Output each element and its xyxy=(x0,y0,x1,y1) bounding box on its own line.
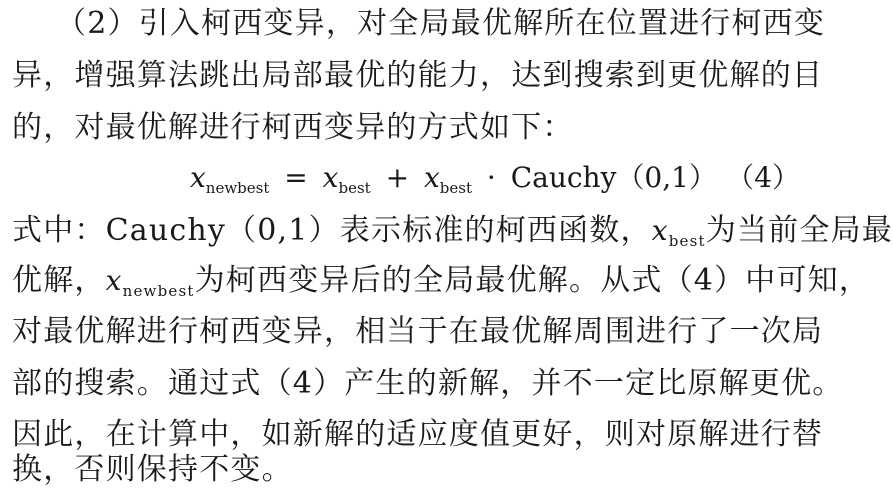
explain-line-5-suffix: 为当前全局最 xyxy=(705,213,893,248)
intro-line-2-text: 异，增强算法跳出局部最优的能力，达到搜索到更优解的目 xyxy=(12,58,824,93)
cauchy-mutation-equation xyxy=(190,158,717,208)
equation-term2-var: x xyxy=(423,161,440,194)
intro-line-3-text: 的，对最优解进行柯西变异的方式如下： xyxy=(12,110,574,145)
explain-line-10 xyxy=(12,452,812,488)
inline-x-newbest-var: x xyxy=(105,264,123,297)
explain-line-8 xyxy=(12,366,844,402)
intro-line-2 xyxy=(12,58,824,94)
explain-line-6 xyxy=(12,263,871,309)
equation-plus-sign: + xyxy=(385,161,410,194)
explain-line-6-suffix: 为柯西变异后的全局最优解。从式（4）中可知， xyxy=(194,263,871,298)
equation-term1-subscript: best xyxy=(338,179,371,197)
equation-row xyxy=(0,158,824,202)
inline-x-newbest-subscript: newbest xyxy=(122,282,195,300)
explain-line-7 xyxy=(12,314,824,350)
intro-line-1 xyxy=(12,6,826,42)
equation-equals-sign: = xyxy=(284,161,308,194)
explain-line-9 xyxy=(12,417,824,453)
equation-term2-subscript: best xyxy=(439,179,472,197)
equation-lhs-var: x xyxy=(190,161,206,194)
equation-term1-var: x xyxy=(322,161,339,194)
equation-number: （4） xyxy=(726,161,800,194)
explain-line-9-text: 因此，在计算中，如新解的适应度值更好，则对原解进行替 xyxy=(12,417,824,452)
inline-x-newbest xyxy=(105,264,195,300)
equation-dot-operator: · xyxy=(486,161,496,194)
explain-line-10-text: 换，否则保持不变。 xyxy=(12,452,293,487)
explain-line-8-text: 部的搜索。通过式（4）产生的新解，并不一定比原解更优。 xyxy=(12,366,844,401)
explain-line-6-prefix: 优解， xyxy=(12,263,106,298)
explain-line-5-prefix: 式中：Cauchy（0,1）表示标准的柯西函数， xyxy=(12,213,652,248)
inline-x-best xyxy=(651,214,706,250)
equation-lhs-subscript: newbest xyxy=(205,179,270,197)
intro-line-3 xyxy=(12,110,812,146)
inline-x-best-var: x xyxy=(651,214,669,247)
explain-line-7-text: 对最优解进行柯西变异，相当于在最优解周围进行了一次局 xyxy=(12,314,824,349)
equation-cauchy-function: Cauchy（0,1） xyxy=(510,161,717,194)
explain-line-5 xyxy=(12,213,893,259)
inline-x-best-subscript: best xyxy=(668,232,706,250)
intro-line-1-text: （2）引入柯西变异，对全局最优解所在位置进行柯西变 xyxy=(56,6,826,41)
